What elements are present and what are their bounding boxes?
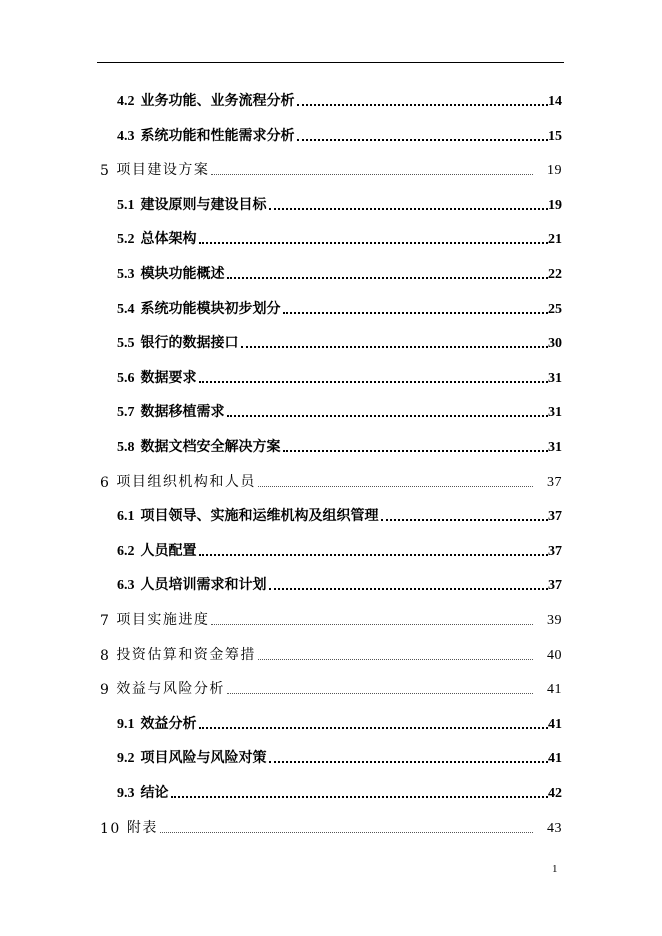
toc-entry-page: 39 (547, 613, 562, 628)
toc-entry-number: 9 (100, 682, 111, 698)
dot-leader (283, 450, 549, 452)
toc-entry[interactable] (117, 123, 562, 145)
dot-leader (160, 832, 533, 833)
dot-leader (227, 693, 533, 694)
toc-entry-number: 6.3 (117, 578, 135, 593)
toc-entry-title: 业务功能、业务流程分析 (140, 93, 295, 109)
toc-entry-title: 系统功能和性能需求分析 (140, 128, 295, 144)
toc-entry-title: 总体架构 (140, 231, 197, 247)
toc-entry-title: 项目组织机构和人员 (116, 474, 256, 490)
dot-leader (199, 727, 549, 729)
toc-entry-number: 8 (100, 648, 111, 664)
toc-entry-page: 37 (547, 475, 562, 490)
dot-leader (199, 381, 549, 383)
toc-entry[interactable] (117, 399, 562, 421)
toc-entry-number: 6.2 (117, 544, 135, 559)
dot-leader (258, 659, 533, 660)
toc-entry-number: 5.4 (117, 302, 135, 317)
dot-leader (211, 174, 533, 175)
toc-entry-page: 41 (547, 682, 562, 697)
dot-leader (258, 486, 533, 487)
toc-entry-page: 37 (548, 509, 562, 524)
toc-entry[interactable] (117, 711, 562, 733)
toc-entry-title: 结论 (140, 785, 169, 801)
toc-entry[interactable] (117, 745, 562, 767)
toc-entry-page: 43 (547, 821, 562, 836)
toc-entry-page: 31 (548, 405, 562, 420)
toc-entry[interactable] (117, 434, 562, 456)
dot-leader (269, 761, 549, 763)
toc-entry-number: 9.3 (117, 786, 135, 801)
toc-entry[interactable] (117, 365, 562, 387)
dot-leader (211, 624, 533, 625)
toc-entry-number: 5.6 (117, 371, 135, 386)
toc-entry-title: 银行的数据接口 (140, 335, 239, 351)
toc-entry-title: 项目实施进度 (116, 612, 210, 628)
toc-entry-number: 5.3 (117, 267, 135, 282)
toc-entry[interactable] (100, 676, 562, 698)
toc-entry-title: 效益与风险分析 (116, 681, 225, 697)
dot-leader (381, 519, 549, 521)
toc-entry[interactable] (117, 572, 562, 594)
toc-entry[interactable] (117, 296, 562, 318)
toc-entry-number: 9.2 (117, 751, 135, 766)
toc-entry-title: 系统功能模块初步划分 (140, 301, 281, 317)
toc-entry[interactable] (117, 780, 562, 802)
toc-entry-page: 25 (548, 302, 562, 317)
dot-leader (297, 104, 549, 106)
toc-entry-number: 4.2 (117, 94, 135, 109)
toc-entry-title: 建设原则与建设目标 (140, 197, 267, 213)
toc-entry-number: 4.3 (117, 129, 135, 144)
toc-entry[interactable] (117, 261, 562, 283)
dot-leader (283, 312, 549, 314)
toc-entry-title: 数据要求 (140, 370, 197, 386)
toc-entry-page: 21 (548, 232, 562, 247)
toc-entry[interactable] (100, 642, 562, 664)
toc-entry[interactable] (117, 88, 562, 110)
toc-entry-number: 9.1 (117, 717, 135, 732)
page-number: 1 (552, 863, 558, 875)
toc-entry-title: 数据文档安全解决方案 (140, 439, 281, 455)
toc-entry[interactable] (100, 815, 562, 837)
dot-leader (227, 415, 549, 417)
toc-entry-page: 19 (547, 163, 562, 178)
toc-entry[interactable] (117, 503, 562, 525)
toc-entry-page: 41 (548, 717, 562, 732)
toc-entry-number: 5 (100, 163, 111, 179)
toc-entry[interactable] (100, 157, 562, 179)
toc-entry-number: 6 (100, 475, 111, 491)
toc-entry-number: 5.1 (117, 198, 135, 213)
toc-entry[interactable] (117, 330, 562, 352)
toc-entry[interactable] (117, 226, 562, 248)
toc-entry-page: 37 (548, 578, 562, 593)
toc-entry-number: 5.8 (117, 440, 135, 455)
toc-entry-page: 30 (548, 336, 562, 351)
toc-entry-title: 人员培训需求和计划 (140, 577, 267, 593)
toc-entry-title: 数据移植需求 (140, 404, 225, 420)
toc-entry[interactable] (100, 607, 562, 629)
dot-leader (227, 277, 549, 279)
toc-entry-page: 41 (548, 751, 562, 766)
toc-entry-number: 5.7 (117, 405, 135, 420)
toc-entry-title: 人员配置 (140, 543, 197, 559)
toc-entry[interactable] (100, 469, 562, 491)
dot-leader (297, 139, 549, 141)
toc-entry-page: 19 (548, 198, 562, 213)
toc-entry-page: 31 (548, 371, 562, 386)
toc-entry-title: 项目风险与风险对策 (140, 750, 267, 766)
toc-entry-number: 10 (100, 821, 121, 837)
dot-leader (269, 208, 549, 210)
toc-entry-title: 项目建设方案 (116, 162, 210, 178)
dot-leader (269, 588, 549, 590)
toc-entry-page: 15 (548, 129, 562, 144)
toc-entry-page: 14 (548, 94, 562, 109)
toc-entry-page: 37 (548, 544, 562, 559)
toc-entry-number: 5.5 (117, 336, 135, 351)
dot-leader (241, 346, 549, 348)
toc-entry-page: 42 (548, 786, 562, 801)
toc-entry-page: 31 (548, 440, 562, 455)
dot-leader (199, 554, 549, 556)
toc-entry-title: 附表 (126, 820, 158, 836)
toc-entry-title: 模块功能概述 (140, 266, 225, 282)
toc-entry-number: 6.1 (117, 509, 135, 524)
toc-entry[interactable] (117, 538, 562, 560)
dot-leader (199, 242, 549, 244)
dot-leader (171, 796, 549, 798)
toc-entry-number: 7 (100, 613, 111, 629)
toc-entry-title: 投资估算和资金筹措 (116, 647, 256, 663)
toc-entry-title: 项目领导、实施和运维机构及组织管理 (140, 508, 379, 524)
toc-entry-number: 5.2 (117, 232, 135, 247)
toc-entry-page: 22 (548, 267, 562, 282)
toc-entry-page: 40 (547, 648, 562, 663)
toc-entry[interactable] (117, 192, 562, 214)
toc-entry-title: 效益分析 (140, 716, 197, 732)
